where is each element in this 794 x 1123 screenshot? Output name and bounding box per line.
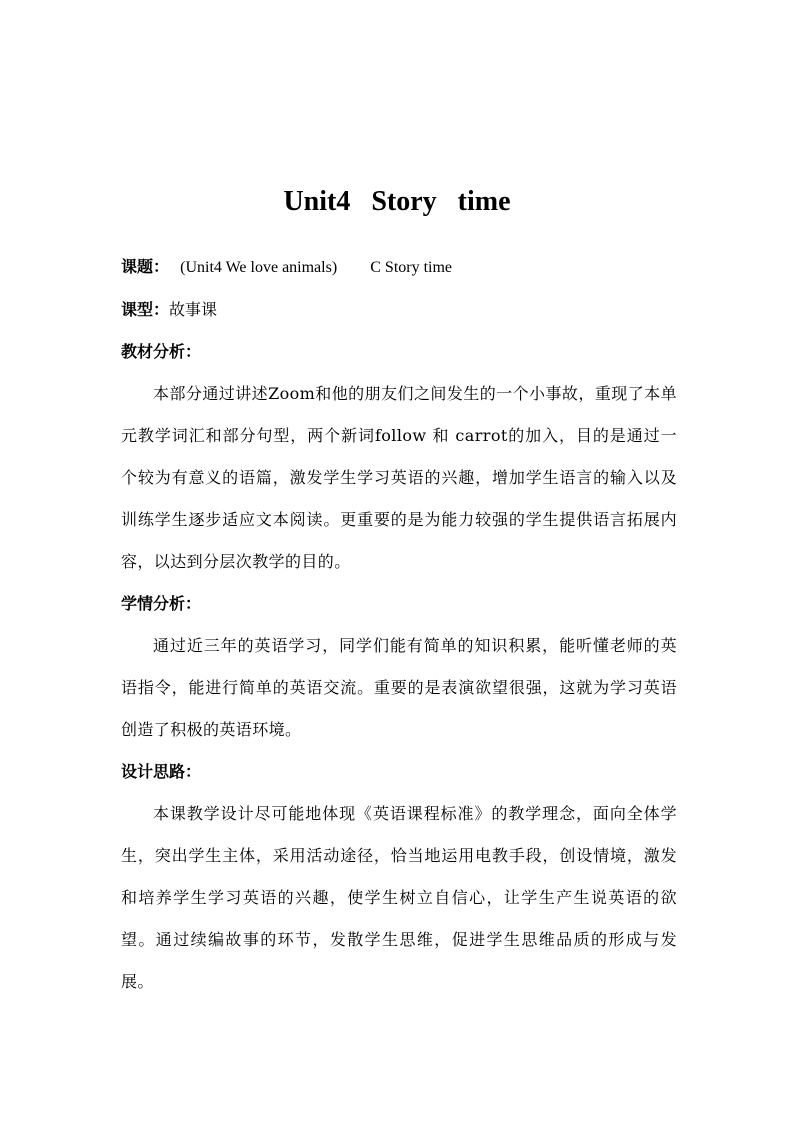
section-text-design: 本课教学设计尽可能地体现《英语课程标准》的教学理念，面向全体学生，突出学生主体，采用活动途径，恰当地运用电教手段，创设情境，激发和培养学生学习英语的兴趣，使学生树立自信心，让学生产生说英语的欲望。通过续编故事的环节，发散学生思维，促进学生思维品质的形成与发展。 bbox=[121, 804, 677, 991]
lesson-type-label: 课型： bbox=[121, 300, 170, 319]
lesson-type-line bbox=[121, 289, 677, 331]
topic-unit: (Unit4 We love animals) bbox=[180, 259, 338, 276]
section-heading-design: 设计思路： bbox=[121, 762, 202, 781]
topic-label: 课题： bbox=[121, 257, 170, 276]
topic-part: C Story time bbox=[370, 259, 453, 276]
lesson-type-value: 故事课 bbox=[169, 300, 218, 319]
section-text-textbook: 本部分通过讲述Zoom和他的朋友们之间发生的一个小事故，重现了本单元教学词汇和部分句型，两个新词follow 和 carrot的加入，目的是通过一个较为有意义的语篇，激发学生学习英语的兴趣，增加学生语言的输入以及训练学生逐步适应文本阅读。更重要的是为能力较强的学生提供语言拓展内容，以达到分层次教学的目的。 bbox=[121, 384, 677, 571]
document-body bbox=[121, 246, 677, 1003]
section-heading-textbook: 教材分析： bbox=[121, 342, 202, 361]
section-heading-students: 学情分析： bbox=[121, 594, 202, 613]
document-title: Unit4 Story time bbox=[283, 186, 511, 217]
section-text-students: 通过近三年的英语学习，同学们能有简单的知识积累，能听懂老师的英语指令，能进行简单的英语交流。重要的是表演欲望很强，这就为学习英语创造了积极的英语环境。 bbox=[121, 636, 677, 739]
topic-line bbox=[121, 246, 677, 289]
